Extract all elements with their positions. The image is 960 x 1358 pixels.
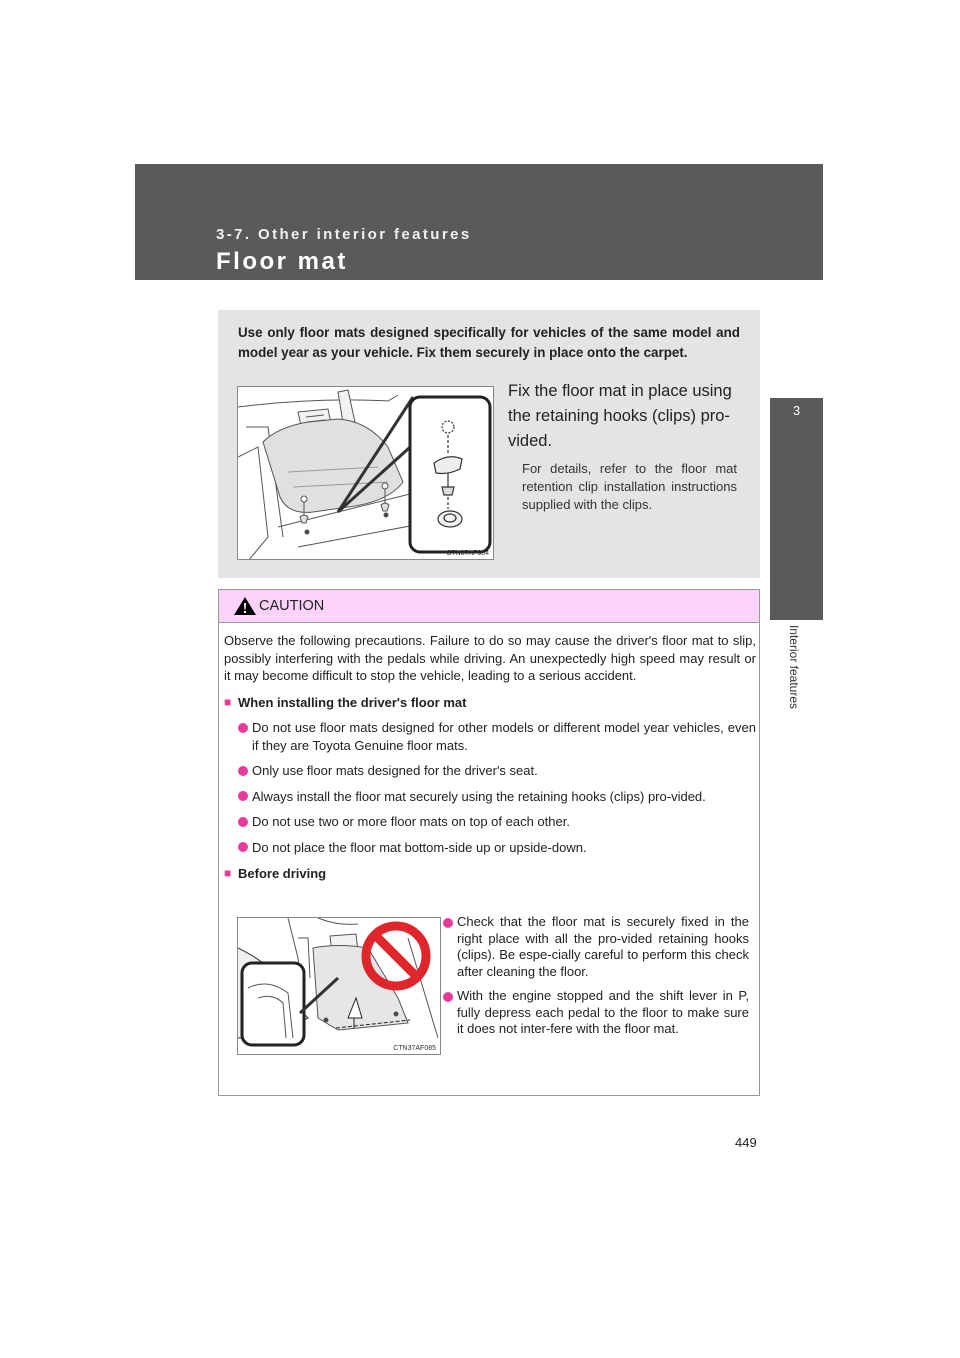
warning-triangle-icon [233,596,257,616]
intro-box [218,310,760,578]
section-heading-before-driving [224,865,756,883]
list-item [224,813,756,831]
list-item [443,914,749,980]
list-item-text: With the engine stopped and the shift lever in P, fully depress each pedal to the floor to make sure it does not inter-fere with the floor mat. [457,988,749,1036]
bullet-dot-icon [238,766,248,776]
list-item-text: Do not use two or more floor mats on top of each other. [252,814,570,829]
floor-mat-illustration [237,386,494,560]
bullet-dot-icon [238,791,248,801]
section-heading-text: When installing the driver's floor mat [238,694,467,710]
section-label: 3-7. Other interior features [216,226,472,243]
list-item-text: Always install the floor mat securely using the retaining hooks (clips) pro-vided. [252,788,706,804]
list-item [224,719,756,754]
section-heading-installing [224,694,756,712]
square-bullet-icon: ■ [224,694,232,709]
list-item [443,988,749,1038]
bullet-dot-icon [443,992,453,1002]
chapter-tab [770,398,823,620]
chapter-number: 3 [792,403,801,418]
figure-code: CTN37AF084 [446,550,489,557]
page-title: Floor mat [216,248,348,275]
intro-text: Use only floor mats designed specifically for vehicles of the same model and model year as your vehicle. Fix them securely in place onto the carpet. [238,325,740,360]
section-heading-text: Before driving [238,866,327,881]
list-item-text: Only use floor mats designed for the driver's seat. [252,763,538,778]
list-item [224,788,756,806]
bullet-dot-icon [238,723,248,733]
caution-body [224,632,756,883]
caution-title: CAUTION [259,598,325,614]
bullet-dot-icon [238,817,248,827]
prohibited-mat-illustration [237,917,441,1055]
install-note: For details, refer to the floor mat retention clip installation instructions supplied with the clips. [522,461,737,512]
list-item [224,762,756,780]
page-number: 449 [735,1135,757,1150]
bullet-dot-icon [443,918,453,928]
chapter-label: Interior features [787,624,801,710]
bullet-dot-icon [238,842,248,852]
prohibited-mat-drawing [238,918,441,1055]
list-item-text: Do not place the floor mat bottom-side up or upside-down. [252,839,587,855]
list-item-text: Check that the floor mat is securely fixed in the right place with all the pro-vided retaining hooks (clips). Be espe-cially careful to perform this check after cleaning the floor. [457,914,749,979]
before-driving-list [443,914,749,1046]
figure-code: CTN37AF085 [393,1045,436,1052]
list-item [224,839,756,857]
square-bullet-icon: ■ [224,866,232,880]
floor-mat-drawing [238,387,494,560]
install-instruction: Fix the floor mat in place using the retaining hooks (clips) pro-vided. [508,382,732,450]
caution-intro: Observe the following precautions. Failure to do so may cause the driver's floor mat to slip, possibly interfering with the pedals while driving. An unexpectedly high speed may result or it may become difficult to stop the vehicle, leading to a serious accident. [224,633,756,683]
list-item-text: Do not use floor mats designed for other models or different model year vehicles, even if they are Toyota Genuine floor mats. [252,720,756,753]
caution-box [218,589,760,1096]
caution-header [219,590,759,623]
